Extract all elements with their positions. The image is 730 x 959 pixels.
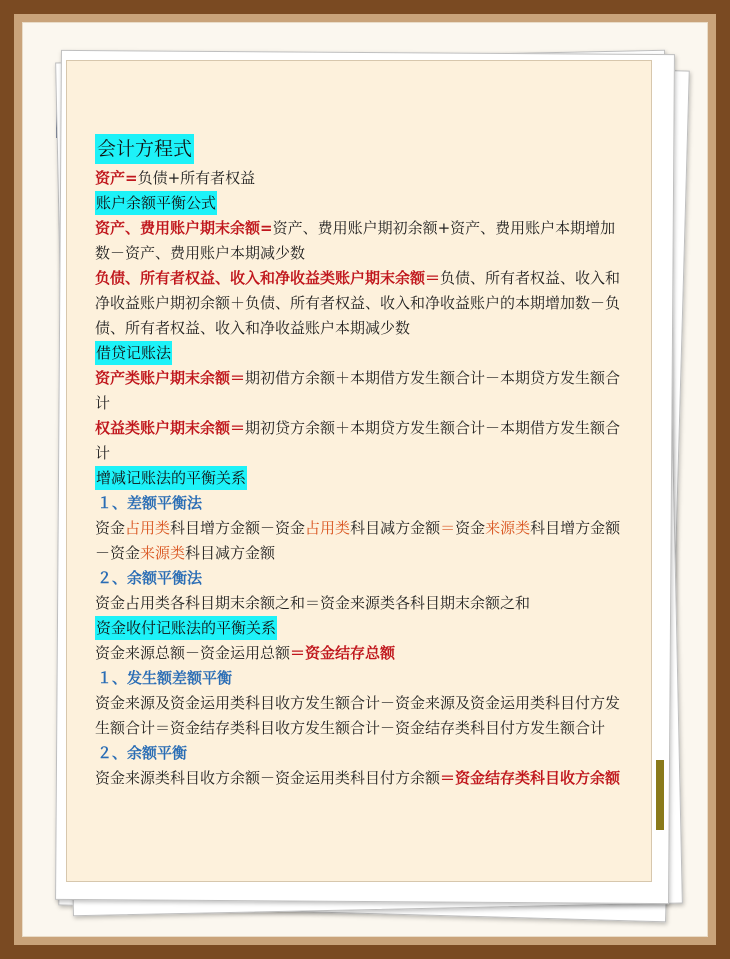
subsection-heading: １、差额平衡法 xyxy=(97,494,203,512)
page-title: 会计方程式 xyxy=(95,134,194,164)
section-heading: 资金收付记账法的平衡关系 xyxy=(95,616,277,640)
equation-occurrence-balance: 资金来源及资金运用类科目收方发生额合计－资金来源及资金运用类科目付方发生额合计＝资金结存类科目收方发生额合计－资金结存类科目付方发生额合计 xyxy=(95,694,621,737)
subsection-heading: １、发生额差额平衡 xyxy=(97,669,233,687)
subsection-heading: ２、余额平衡 xyxy=(97,744,188,762)
equation-asset-account: 资产类账户期末余额＝期初借方余额＋本期借方发生额合计－本期贷方发生额合计 xyxy=(95,369,621,412)
equation-fund-total: 资金来源总额－资金运用总额＝资金结存总额 xyxy=(95,644,396,662)
equation-assets: 资产=负债+所有者权益 xyxy=(95,169,256,187)
formula-content xyxy=(95,134,630,791)
decorative-strip xyxy=(656,760,664,830)
section-heading: 增减记账法的平衡关系 xyxy=(95,466,247,490)
subsection-heading: ２、余额平衡法 xyxy=(97,569,203,587)
equation-difference-balance: 资金占用类科目增方金额－资金占用类科目减方金额＝资金来源类科目增方金额－资金来源类科目减方金额 xyxy=(95,519,621,562)
equation-equity-account: 权益类账户期末余额＝期初贷方余额＋本期贷方发生额合计－本期借方发生额合计 xyxy=(95,419,621,462)
equation-balance-sum: 资金占用类各科目期末余额之和＝资金来源类各科目期末余额之和 xyxy=(95,594,531,612)
equation-asset-expense-balance: 资产、费用账户期末余额=资产、费用账户期初余额+资产、费用账户本期增加数－资产、费用账户本期减少数 xyxy=(95,219,616,262)
section-heading: 借贷记账法 xyxy=(95,341,172,365)
section-heading: 账户余额平衡公式 xyxy=(95,191,217,215)
equation-fund-balance: 资金来源类科目收方余额－资金运用类科目付方余额＝资金结存类科目收方余额 xyxy=(95,769,621,787)
equation-liability-balance: 负债、所有者权益、收入和净收益类账户期末余额＝负债、所有者权益、收入和净收益账户期初余额＋负债、所有者权益、收入和净收益账户的本期增加数－负债、所有者权益、收入和净收益账户本期减少数 xyxy=(95,269,621,337)
